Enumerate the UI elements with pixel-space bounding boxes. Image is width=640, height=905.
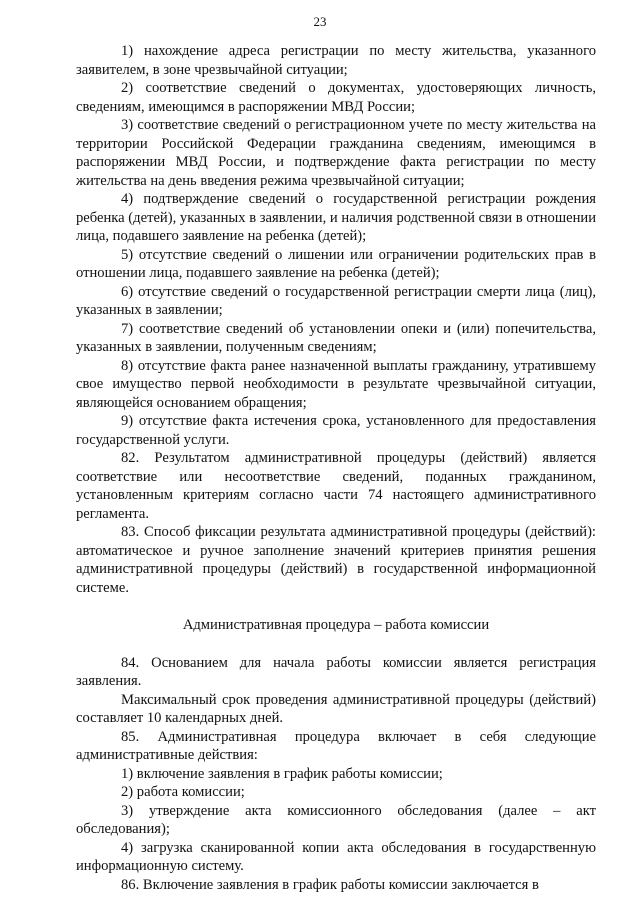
max-duration-paragraph: Максимальный срок проведения административной процедуры (действий) составляет 10 календарных дней. — [76, 691, 596, 726]
criteria-item-6: 6) отсутствие сведений о государственной регистрации смерти лица (лиц), указанных в заявлении; — [76, 283, 596, 318]
criteria-item-7: 7) соответствие сведений об установлении опеки и (или) попечительства, указанных в заявлении, полученным сведениям; — [76, 320, 596, 355]
criteria-item-1: 1) нахождение адреса регистрации по месту жительства, указанного заявителем, в зоне чрезвычайной ситуации; — [76, 43, 596, 78]
action-item-2: 2) работа комиссии; — [121, 784, 245, 800]
criteria-item-4: 4) подтверждение сведений о государственной регистрации рождения ребенка (детей), указанных в заявлении, и наличия родственной связи в отношении лица, подавшего заявление на ребенка (детей); — [76, 191, 596, 244]
section-heading: Административная процедура – работа комиссии — [182, 617, 490, 633]
clause-84: 84. Основанием для начала работы комиссии является регистрация заявления. — [76, 654, 596, 689]
action-item-1: 1) включение заявления в график работы комиссии; — [121, 765, 443, 782]
criteria-item-2: 2) соответствие сведений о документах, удостоверяющих личность, сведениям, имеющимся в распоряжении МВД России; — [76, 80, 596, 115]
criteria-item-5: 5) отсутствие сведений о лишении или ограничении родительских прав в отношении лица, подавшего заявление на ребенка (детей); — [76, 246, 596, 281]
page-number: 23 — [313, 14, 327, 29]
clause-82: 82. Результатом административной процедуры (действий) является соответствие или несоответствие сведений, поданных гражданином, установленным критериям согласно части 74 настоящего административного регламента. — [76, 450, 596, 522]
document-body — [76, 42, 596, 894]
clause-86: 86. Включение заявления в график работы комиссии заключается в — [121, 876, 539, 893]
clause-83: 83. Способ фиксации результата административной процедуры (действий): автоматическое и ручное заполнение значений критериев принятия решения административной процедуры (действий) в государственной информационной системе. — [76, 524, 596, 596]
criteria-item-9: 9) отсутствие факта истечения срока, установленного для предоставления государственной услуги. — [76, 413, 596, 448]
clause-85: 85. Административная процедура включает в себя следующие административные действия: — [76, 728, 596, 763]
action-item-4: 4) загрузка сканированной копии акта обследования в государственную информационную систему. — [76, 839, 596, 874]
criteria-item-3: 3) соответствие сведений о регистрационном учете по месту жительства на территории Российской Федерации гражданина сведениям, имеющимся в распоряжении МВД России, и подтверждение факта регистрации по месту жительства на день введения режима чрезвычайной ситуации; — [76, 117, 596, 189]
action-item-3: 3) утверждение акта комиссионного обследования (далее – акт обследования); — [76, 802, 596, 837]
criteria-item-8: 8) отсутствие факта ранее назначенной выплаты гражданину, утратившему свое имущество первой необходимости в результате чрезвычайной ситуации, являющейся основанием обращения; — [76, 357, 596, 411]
